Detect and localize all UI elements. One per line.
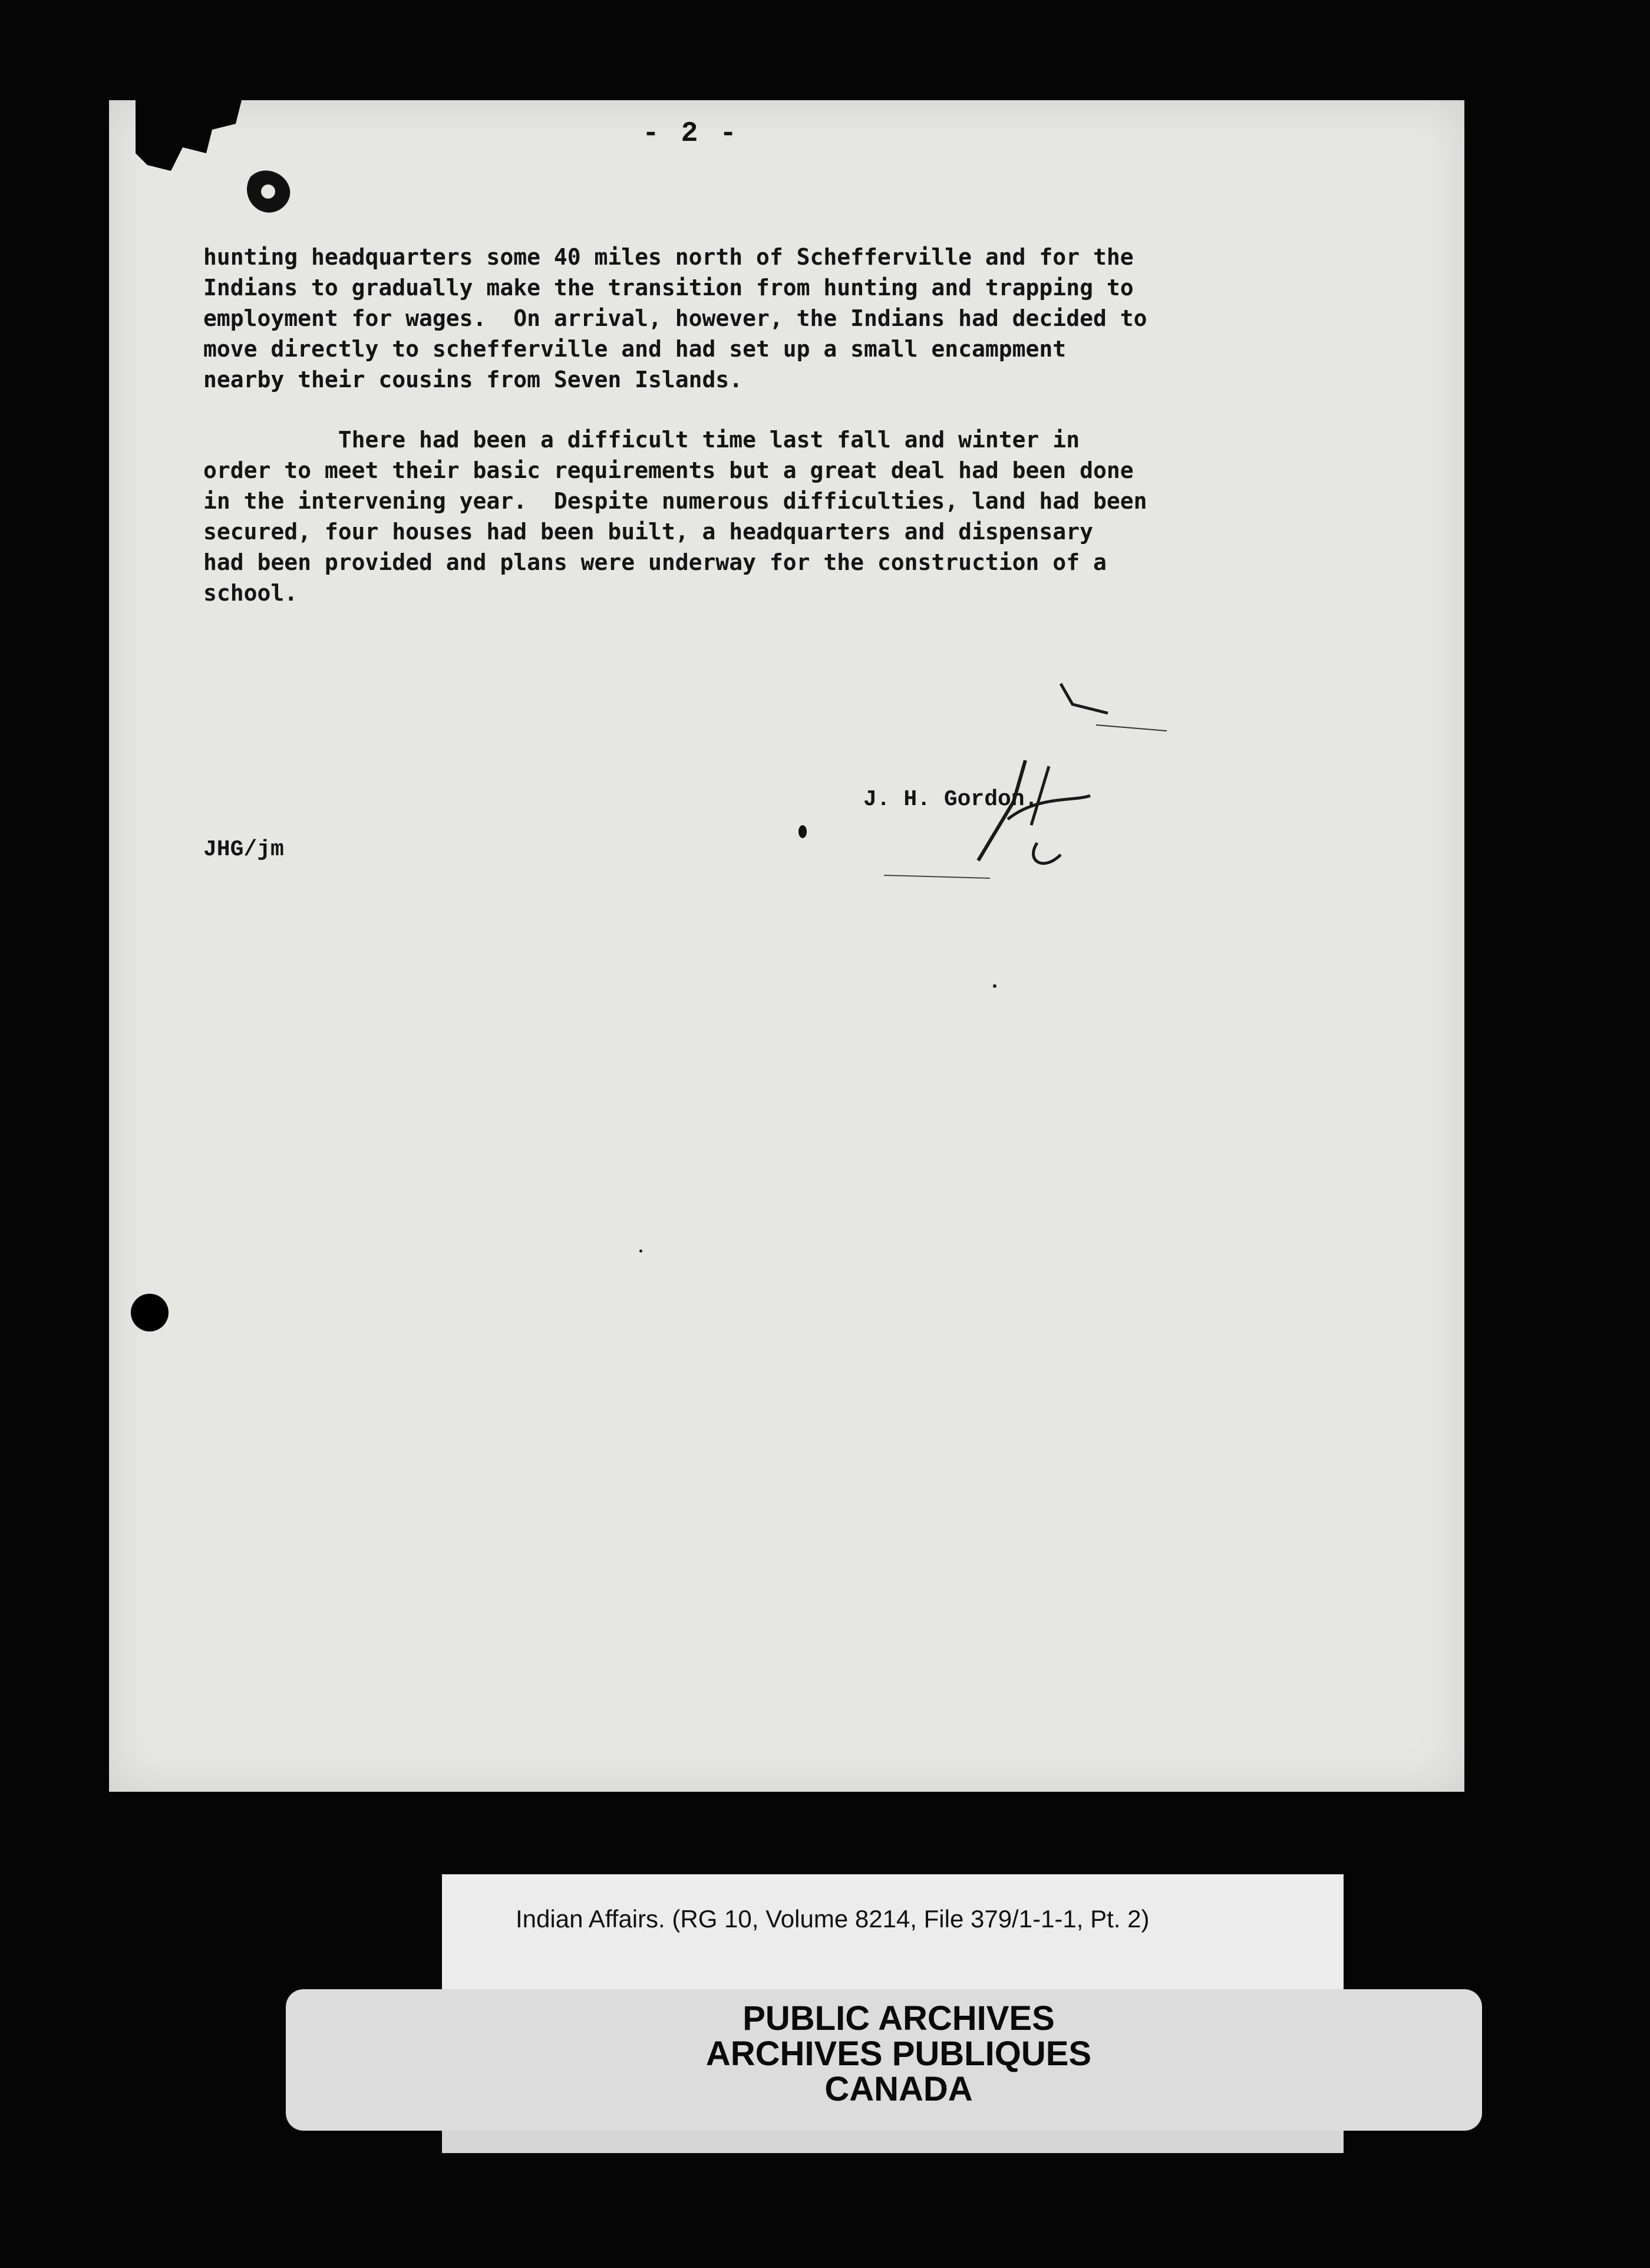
paragraph-line: had been provided and plans were underway for the construction of a [203, 549, 1107, 575]
paragraph-line: employment for wages. On arrival, however, the Indians had decided to [203, 305, 1147, 331]
paragraph-line: order to meet their basic requirements but a great deal had been done [203, 457, 1134, 483]
archive-stamp [589, 2001, 1208, 2107]
ink-speck [639, 1250, 642, 1252]
page-number: - 2 - [642, 118, 740, 150]
paragraph-1 [203, 242, 1370, 395]
handwritten-signature [813, 648, 1167, 896]
archive-card-bottom-strip [442, 2131, 1344, 2153]
ink-speck [798, 825, 807, 838]
archive-stamp-line: CANADA [824, 2070, 973, 2108]
paragraph-line: hunting headquarters some 40 miles north of Schefferville and for the [203, 244, 1134, 270]
reference-initials: JHG/jm [203, 837, 284, 862]
signature-block [813, 648, 1167, 896]
archive-reference-text: Indian Affairs. (RG 10, Volume 8214, File 379/1-1-1, Pt. 2) [516, 1905, 1150, 1933]
paragraph-line: nearby their cousins from Seven Islands. [203, 367, 743, 393]
archive-stamp-line: PUBLIC ARCHIVES [742, 1999, 1055, 2038]
archive-stamp-line: ARCHIVES PUBLIQUES [705, 2035, 1092, 2073]
paragraph-line: school. [203, 580, 298, 606]
paragraph-line: There had been a difficult time last fall and winter in [203, 427, 1080, 453]
paragraph-line: move directly to schefferville and had set up a small encampment [203, 336, 1067, 362]
ink-speck [993, 984, 996, 988]
paragraph-line: secured, four houses had been built, a headquarters and dispensary [203, 519, 1093, 545]
paragraph-line: in the intervening year. Despite numerous difficulties, land had been [203, 488, 1147, 514]
punch-hole [131, 1294, 169, 1331]
paragraph-line: Indians to gradually make the transition from hunting and trapping to [203, 275, 1134, 301]
signer-name: J. H. Gordon. [863, 787, 1038, 812]
torn-corner-damage [136, 100, 324, 253]
paragraph-2 [203, 424, 1370, 608]
